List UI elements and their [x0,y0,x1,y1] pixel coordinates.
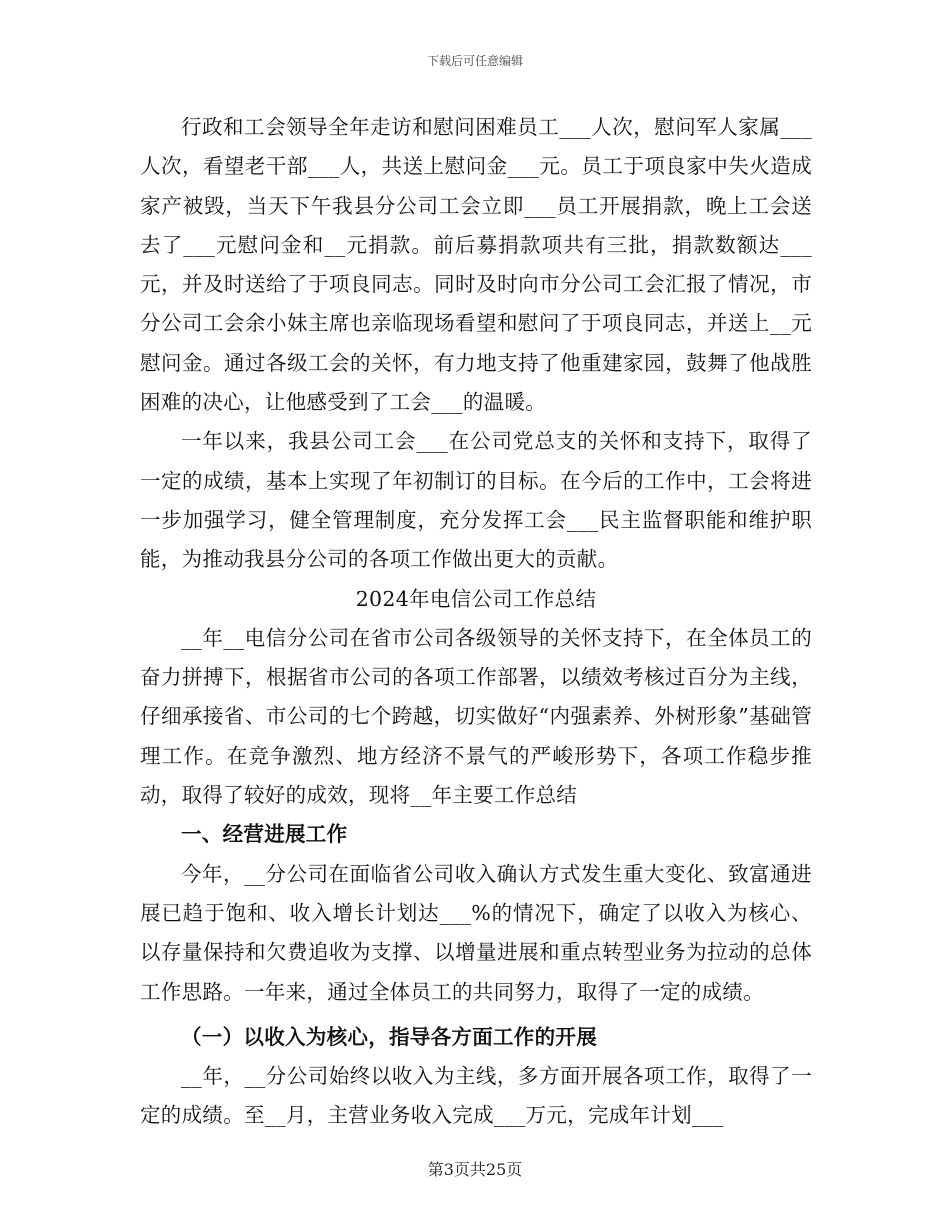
page-header: 下载后可任意编辑 [426,54,523,68]
intro-paragraph: __年__电信分公司在省市公司各级领导的关怀支持下，在全体员工的奋力拼搏下，根据省市公司的各项工作部署，以绩效考核过百分为主线，仔细承接省、市公司的七个跨越，切实做好“内强素养、外树形象”基础管理工作。在竞争激烈、地方经济不景气的严峻形势下，各项工作稳步推动，取得了较好的成效，现将__年主要工作总结 [140,625,812,808]
subsection-heading: （一）以收入为核心，指导各方面工作的开展 [181,1024,597,1049]
section-paragraph: 今年，__分公司在面临省公司收入确认方式发生重大变化、致富通进展已趋于饱和、收入增长计划达___%的情况下，确定了以收入为核心、以存量保持和欠费追收为支撑、以增量进展和重点转型业务为拉动的总体工作思路。一年来，通过全体员工的共同努力，取得了一定的成绩。 [140,861,812,1004]
document-body [140,108,812,1136]
page-footer: 第3页共25页 [427,1160,523,1179]
document-title: 2024年电信公司工作总结 [355,586,597,611]
section-heading: 一、经营进展工作 [181,822,348,847]
subsection-paragraph: __年，__分公司始终以收入为主线，多方面开展各项工作，取得了一定的成绩。至__月，主营业务收入完成___万元，完成年计划___ [140,1064,812,1128]
paragraph: 行政和工会领导全年走访和慰问困难员工___人次，慰问军人家属___人次，看望老干部___人，共送上慰问金___元。员工于项良家中失火造成家产被毁，当天下午我县分公司工会立即___员工开展捐款，晚上工会送去了___元慰问金和__元捐款。前后募捐款项共有三批，捐款数额达___元，并及时送给了于项良同志。同时及时向市分公司工会汇报了情况，市分公司工会余小妹主席也亲临现场看望和慰问了于项良同志，并送上__元慰问金。通过各级工会的关怀，有力地支持了他重建家园，鼓舞了他战胜困难的决心，让他感受到了工会___的温暖。 [140,115,812,415]
paragraph: 一年以来，我县公司工会___在公司党总支的关怀和支持下，取得了一定的成绩，基本上实现了年初制订的目标。在今后的工作中，工会将进一步加强学习，健全管理制度，充分发挥工会___民主监督职能和维护职能，为推动我县分公司的各项工作做出更大的贡献。 [140,429,812,572]
